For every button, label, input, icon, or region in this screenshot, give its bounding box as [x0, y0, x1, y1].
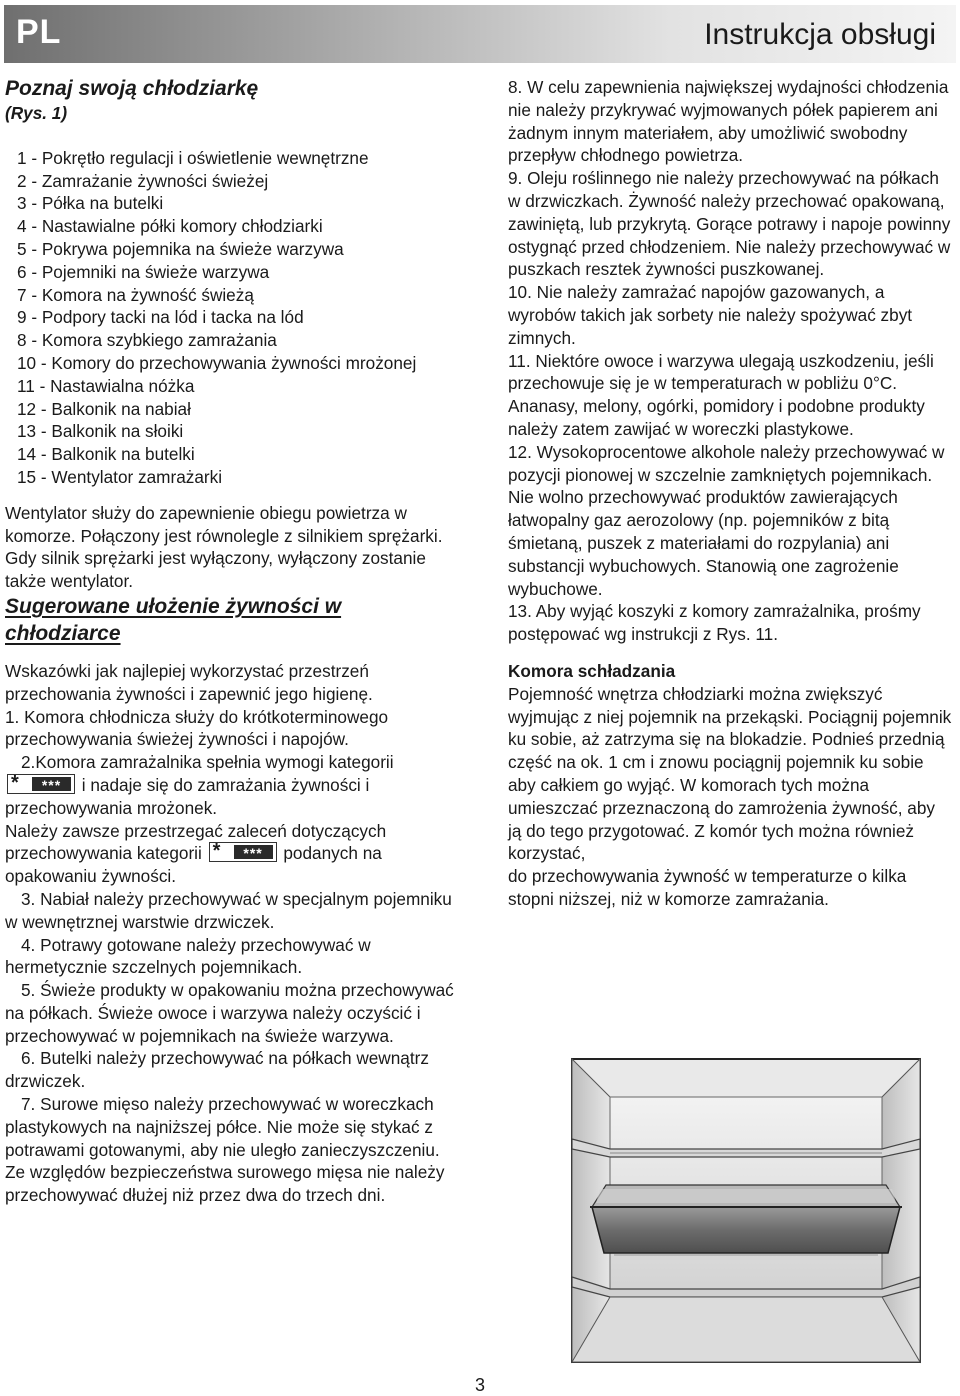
language-code: PL [16, 13, 62, 51]
tip-5 [5, 979, 455, 1047]
chill-paragraph-2: do przechowywania żywność w temperaturze o kilka stopni niższej, niż w komorze zamrażania. [508, 866, 907, 909]
tip-2-part-a: 2.Komora zamrażalnika spełnia wymogi kategorii [21, 752, 394, 773]
list-item: 11 - Nastawialna nóżka [17, 375, 195, 396]
page-number: 3 [474, 1375, 485, 1395]
list-item: 9 - Podpory tacki na lód i tacka na lód [17, 307, 304, 328]
tip-3-text: 3. Nabiał należy przechowywać w specjalnym pojemniku w wewnętrznej warstwie drzwiczek. [5, 888, 452, 932]
tip-3 [5, 888, 455, 934]
snowflake-icon: * [11, 771, 19, 794]
fan-note: Wentylator służy do zapewnienie obiegu powietrza w komorze. Połączony jest równolegle z silnikiem sprężarki. Gdy silnik sprężarki jest wyłączony, wyłączony zostanie także wentylator. [5, 502, 443, 592]
list-item: 6 - Pojemniki na świeże warzywa [17, 261, 270, 282]
list-item: 12 - Balkonik na nabiał [17, 398, 191, 419]
list-item: 1 - Pokrętło regulacji i oświetlenie wewnętrzne [17, 147, 369, 168]
left-column [5, 76, 455, 1207]
tip-2-part-c: Należy zawsze przestrzegać zaleceń dotyczących przechowywania kategorii [5, 820, 387, 864]
section-heading-chill-compartment: Komora schładzania [508, 660, 676, 681]
tip-13: 13. Aby wyjąć koszyki z komory zamrażalnika, prośmy postępować wg instrukcji z Rys. 11. [508, 601, 921, 645]
tip-2-part-d: podanych na opakowaniu żywności. [5, 843, 382, 887]
chill-paragraph: Pojemność wnętrza chłodziarki można zwiększyć wyjmując z niej pojemnik na przekąski. Pociągnij pojemnik ku sobie, aż zatrzyma się na blokadzie. Podnieś przednią część na ok. 1 cm i znowu pociągnij pojemnik ku sobie aby całkiem go wyjąć. W komorach tych można umieszczać przeznaczoną do zamrożenia żywność, aby ją do tego przygotować. Z komór tych można również korzystać, [508, 683, 952, 864]
tip-6-text: 6. Butelki należy przechowywać na półkach wewnątrz drzwiczek. [5, 1048, 429, 1092]
tip-4 [5, 934, 455, 980]
figure-reference: (Rys. 1) [5, 103, 68, 123]
page-header [4, 5, 956, 63]
parts-list [5, 147, 455, 489]
list-item: 10 - Komory do przechowywania żywności mrożonej [17, 352, 417, 373]
list-item: 3 - Półka na butelki [17, 193, 164, 214]
list-item: 4 - Nastawialne półki komory chłodziarki [17, 216, 323, 237]
snowflake-icon: * [212, 840, 221, 863]
tip-6 [5, 1047, 455, 1093]
tip-4-text: 4. Potrawy gotowane należy przechowywać w hermetycznie szczelnych pojemnikach. [5, 934, 371, 978]
section-heading-food-arrangement: Sugerowane ułożenie żywności w chłodziarce [5, 594, 342, 645]
freezer-category-badge [209, 842, 277, 862]
right-column [508, 76, 953, 911]
tip-7 [5, 1093, 455, 1207]
tip-8: 8. W celu zapewnienia największej wydajności chłodzenia nie należy przykrywać wyjmowanych półek papierem ani żadnym innym materiałem, aby umożliwić swobodny przepływ chłodnego powietrza. [508, 77, 949, 166]
tip-10: 10. Nie należy zamrażać napojów gazowanych, a wyrobów takich jak sorbety nie należy spożywać zbyt zimnych. [508, 282, 913, 348]
chill-drawer-illustration [570, 1057, 922, 1364]
list-item: 5 - Pokrywa pojemnika na świeże warzywa [17, 238, 344, 259]
tip-11: 11. Niektóre owoce i warzywa ulegają uszkodzeniu, jeśli przechowuje się je w temperaturach w pobliżu 0°C. Ananasy, melony, ogórki, pomidory i podobne produkty należy zatem zawijać w woreczki plastykowe. [508, 350, 934, 439]
tip-2-storage [5, 820, 455, 888]
tip-2-part-b: i nadaje się do zamrażania żywności i przechowywania mrożonek. [5, 774, 370, 818]
list-item: 13 - Balkonik na słoiki [17, 421, 184, 442]
intro-paragraph: Wskazówki jak najlepiej wykorzystać przestrzeń przechowania żywności i zapewnić jego higienę. [5, 660, 373, 704]
list-item: 15 - Wentylator zamrażarki [17, 466, 223, 487]
manual-title: Instrukcja obsługi [704, 18, 936, 51]
tip-1: 1. Komora chłodnicza służy do krótkoterminowego przechowywania świeżej żywności i napojów. [5, 706, 389, 750]
tip-7-text: 7. Surowe mięso należy przechowywać w woreczkach plastykowych na najniższej półce. Nie może się stykać z potrawami gotowanymi, aby nie uległo zanieczyszczeniu. Ze względów bezpieczeństwa surowego mięsa nie należy przechowywać dłużej niż przez dwa do trzech dni. [5, 1094, 445, 1206]
tip-12: 12. Wysokoprocentowe alkohole należy przechowywać w pozycji pionowej w szczelnie zamkniętych pojemnikach. Nie wolno przechowywać produktów zawierających łatwopalny gaz aerozolowy (np. pojemników z bitą śmietaną, puszek z materiałami do rozpylania) ani substancji wybuchowych. Stanowią one zagrożenie wybuchowe. [508, 441, 945, 599]
freezer-category-badge [7, 771, 75, 794]
section-heading-know-your-fridge: Poznaj swoją chłodziarkę [5, 77, 259, 100]
tip-9: 9. Oleju roślinnego nie należy przechowywać na półkach w drzwiczkach. Żywność należy przechować opakowaną, zawiniętą, lub przykrytą. Gorące potrawy i napoje powinny ostygnąć przed chłodzeniem. Nie należy przechowywać w puszkach resztek żywności puszkowanej. [508, 168, 951, 280]
stars-box: *** [32, 777, 71, 791]
list-item: 2 - Zamrażanie żywności świeżej [17, 170, 269, 191]
list-item: 7 - Komora na żywność świeżą [17, 284, 254, 305]
tip-2 [5, 751, 455, 819]
tip-5-text: 5. Świeże produkty w opakowaniu można przechowywać na półkach. Świeże owoce i warzywa należy oczyścić i przechowywać w pojemnikach na świeże warzywa. [5, 980, 454, 1046]
list-item: 14 - Balkonik na butelki [17, 444, 195, 465]
stars-box: *** [234, 845, 273, 859]
list-item: 8 - Komora szybkiego zamrażania [17, 330, 277, 351]
